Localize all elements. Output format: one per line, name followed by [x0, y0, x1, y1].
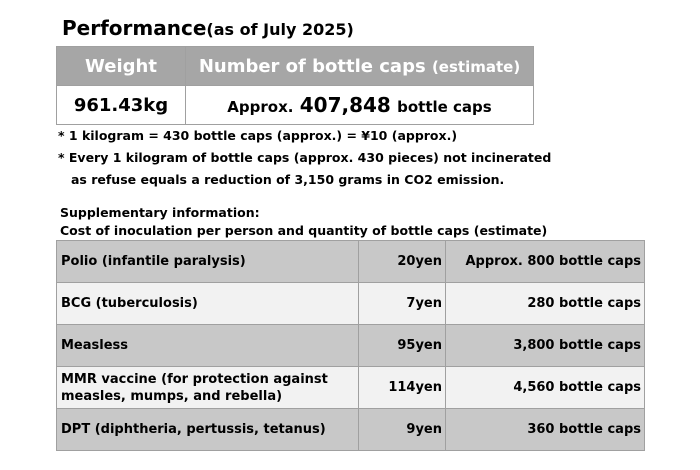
- table-row: [57, 409, 645, 451]
- vaccine-caps: 360 bottle caps: [446, 409, 645, 451]
- vaccine-caps: 3,800 bottle caps: [446, 325, 645, 367]
- vaccine-price: 7yen: [359, 283, 446, 325]
- caps-prefix: Approx.: [227, 98, 294, 116]
- vaccine-price: 20yen: [359, 241, 446, 283]
- summary-table: [56, 46, 534, 125]
- vaccine-cost-table: [56, 240, 645, 451]
- vaccine-name-line2: measles, mumps, and rebella): [61, 388, 283, 404]
- caps-header: [186, 47, 534, 86]
- table-row: [57, 325, 645, 367]
- supplementary-subheading: Cost of inoculation per person and quantity of bottle caps (estimate): [60, 223, 548, 238]
- vaccine-price: 114yen: [359, 367, 446, 409]
- supplementary-heading: Supplementary information:: [60, 205, 260, 220]
- vaccine-name: BCG (tuberculosis): [57, 283, 359, 325]
- table-row: [57, 241, 645, 283]
- vaccine-caps: Approx. 800 bottle caps: [446, 241, 645, 283]
- vaccine-name: Polio (infantile paralysis): [57, 241, 359, 283]
- vaccine-caps: 4,560 bottle caps: [446, 367, 645, 409]
- summary-header-row: [57, 47, 534, 86]
- vaccine-caps: 280 bottle caps: [446, 283, 645, 325]
- table-row: [57, 367, 645, 409]
- page-title: [62, 16, 354, 40]
- note-co2-line1: * Every 1 kilogram of bottle caps (approx. 430 pieces) not incinerated: [58, 150, 552, 165]
- vaccine-name: [57, 367, 359, 409]
- note-co2-line2: as refuse equals a reduction of 3,150 grams in CO2 emission.: [71, 172, 505, 187]
- vaccine-price: 9yen: [359, 409, 446, 451]
- summary-value-row: [57, 86, 534, 125]
- weight-header: Weight: [57, 47, 186, 86]
- vaccine-name-line1: MMR vaccine (for protection against: [61, 371, 328, 387]
- weight-value: 961.43kg: [57, 86, 186, 125]
- caps-suffix: bottle caps: [397, 98, 492, 116]
- table-row: [57, 283, 645, 325]
- vaccine-name: DPT (diphtheria, pertussis, tetanus): [57, 409, 359, 451]
- vaccine-name: Measless: [57, 325, 359, 367]
- title-main: Performance: [62, 16, 207, 40]
- note-conversion: * 1 kilogram = 430 bottle caps (approx.) = ¥10 (approx.): [58, 128, 458, 143]
- caps-header-note: (estimate): [431, 57, 521, 76]
- caps-header-label: Number of bottle caps: [198, 55, 426, 77]
- vaccine-price: 95yen: [359, 325, 446, 367]
- title-date: (as of July 2025): [206, 20, 354, 39]
- caps-value-cell: [186, 86, 534, 125]
- caps-value: 407,848: [299, 93, 391, 117]
